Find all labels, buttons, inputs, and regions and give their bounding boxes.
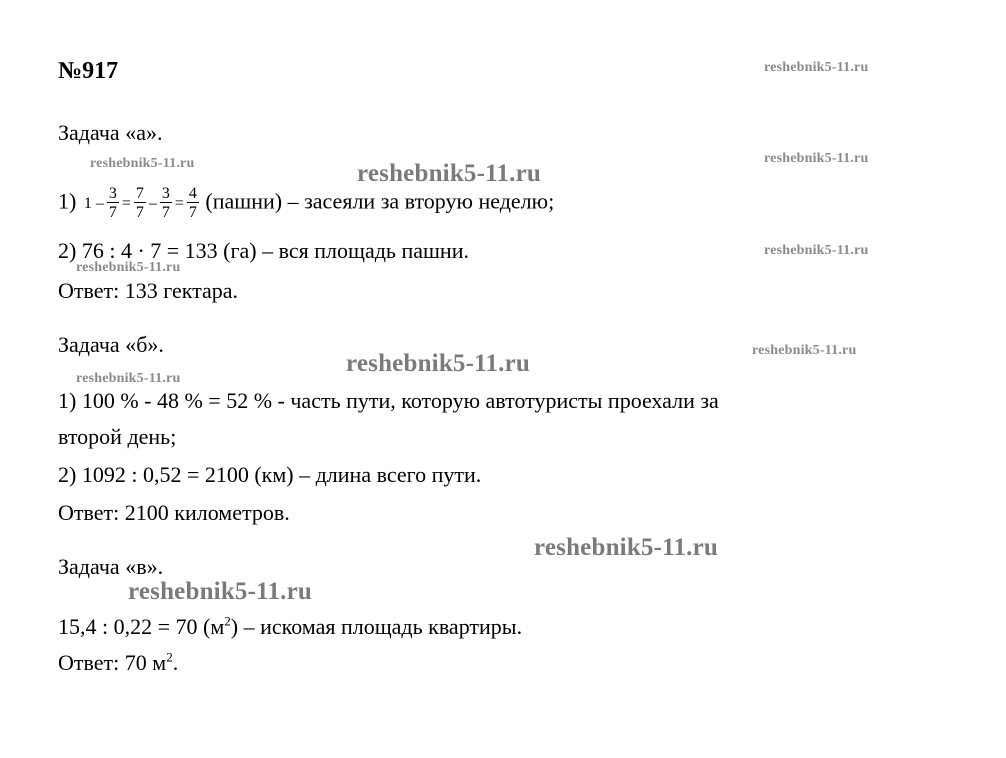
- problem-number: №917: [58, 58, 119, 84]
- math-equals: =: [121, 194, 131, 212]
- task-b-answer: Ответ: 2100 километров.: [58, 500, 290, 525]
- watermark: reshebnik5-11.ru: [76, 260, 181, 275]
- watermark: reshebnik5-11.ru: [764, 60, 869, 75]
- watermark: reshebnik5-11.ru: [346, 350, 531, 377]
- fraction-denominator: 7: [135, 204, 144, 221]
- fraction-numerator: 3: [161, 185, 170, 202]
- step-text: 15,4 : 0,22 = 70 (м: [58, 614, 225, 639]
- fraction-denominator: 7: [108, 204, 117, 221]
- task-b-title: Задача «б».: [58, 332, 164, 357]
- watermark: reshebnik5-11.ru: [764, 151, 869, 166]
- task-a-step-2: 2) 76 : 4 · 7 = 133 (га) – вся площадь пашни.: [58, 238, 469, 263]
- task-b-step-1-continued: второй день;: [58, 424, 177, 449]
- watermark: reshebnik5-11.ru: [534, 534, 719, 561]
- task-b-step-1: 1) 100 % - 48 % = 52 % - часть пути, которую автотуристы проехали за: [58, 388, 719, 413]
- math-minus: –: [95, 194, 104, 212]
- task-a-title: Задача «а».: [58, 120, 163, 145]
- answer-text: .: [172, 650, 179, 675]
- task-a-step-1: [58, 186, 554, 221]
- math-one: 1: [83, 194, 92, 212]
- task-a-answer: Ответ: 133 гектара.: [58, 278, 239, 303]
- math-minus: –: [148, 194, 157, 212]
- task-c-step-1: [58, 614, 522, 640]
- watermark: reshebnik5-11.ru: [764, 243, 869, 258]
- step-text: ) – искомая площадь квартиры.: [230, 614, 523, 639]
- fraction-denominator: 7: [188, 204, 197, 221]
- fraction: [160, 186, 172, 221]
- watermark: reshebnik5-11.ru: [76, 371, 181, 386]
- fraction-numerator: 4: [188, 185, 197, 202]
- task-b-step-2: 2) 1092 : 0,52 = 2100 (км) – длина всего пути.: [58, 462, 482, 487]
- task-c-title: Задача «в».: [58, 554, 164, 579]
- task-c-answer: [58, 650, 178, 676]
- superscript: 2: [166, 649, 173, 665]
- step-text: (пашни) – засеяли за вторую неделю;: [205, 188, 555, 214]
- watermark: reshebnik5-11.ru: [128, 578, 313, 605]
- math-equals: =: [174, 194, 184, 212]
- watermark: reshebnik5-11.ru: [90, 156, 195, 171]
- fraction: [187, 186, 199, 221]
- fraction-numerator: 3: [108, 185, 117, 202]
- fraction: [107, 186, 119, 221]
- superscript: 2: [224, 613, 231, 629]
- fraction: [134, 186, 146, 221]
- step-prefix: 1): [58, 188, 77, 214]
- watermark: reshebnik5-11.ru: [357, 160, 542, 187]
- fraction-denominator: 7: [161, 204, 170, 221]
- watermark: reshebnik5-11.ru: [752, 343, 857, 358]
- fraction-numerator: 7: [135, 185, 144, 202]
- answer-text: Ответ: 70 м: [58, 650, 167, 675]
